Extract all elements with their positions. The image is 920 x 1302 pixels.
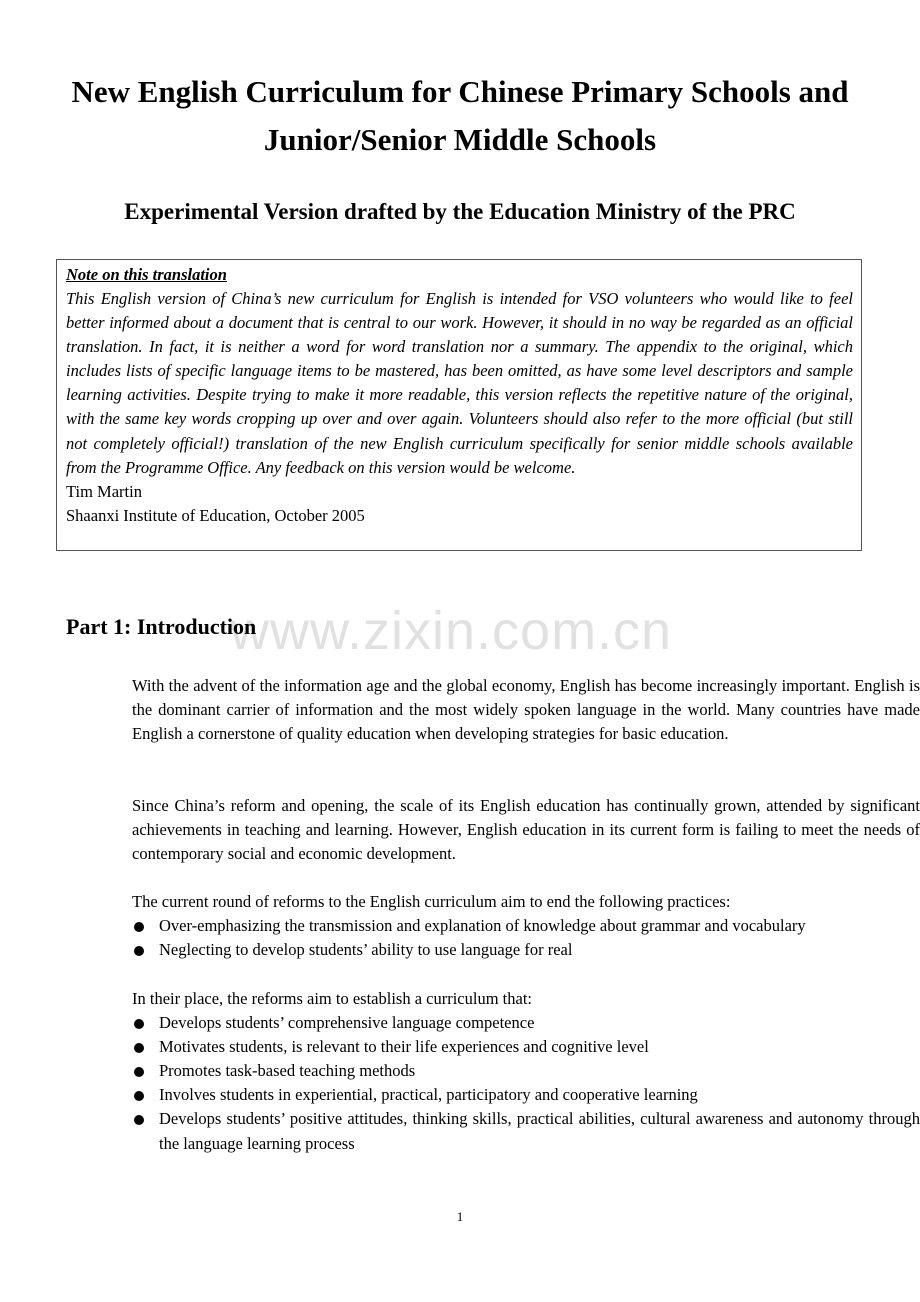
bullet-icon bbox=[134, 922, 144, 932]
bullet-icon bbox=[134, 1091, 144, 1101]
document-title bbox=[40, 68, 880, 164]
section-heading: Part 1: Introduction bbox=[66, 614, 257, 639]
intro-paragraph-3: The current round of reforms to the English curriculum aim to end the following practices: bbox=[132, 892, 731, 911]
list-item-text: Promotes task-based teaching methods bbox=[159, 1061, 416, 1081]
list-item bbox=[132, 1107, 920, 1155]
intro-paragraph-4: In their place, the reforms aim to establish a curriculum that: bbox=[132, 989, 532, 1008]
list-item-text: Involves students in experiential, practical, participatory and cooperative learning bbox=[159, 1085, 698, 1105]
list-item bbox=[132, 1011, 920, 1035]
document-subtitle: Experimental Version drafted by the Education Ministry of the PRC bbox=[124, 199, 796, 224]
bullet-icon bbox=[134, 946, 144, 956]
practices-block bbox=[132, 890, 920, 962]
note-author: Tim Martin bbox=[66, 481, 142, 501]
curriculum-aims-block bbox=[132, 987, 920, 1156]
list-item-text: Neglecting to develop students’ ability to use language for real bbox=[159, 940, 573, 960]
intro-paragraph-2: Since China’s reform and opening, the scale of its English education has continually grown, attended by significant achievements in teaching and learning. However, English education in its current form is failing to meet the needs of contemporary social and economic development. bbox=[132, 796, 920, 864]
bullet-icon bbox=[134, 1115, 144, 1125]
practices-list bbox=[132, 914, 920, 962]
list-item-text: Motivates students, is relevant to their life experiences and cognitive level bbox=[159, 1037, 649, 1057]
intro-paragraph-1: With the advent of the information age and the global economy, English has become increasingly important. English is the dominant carrier of information and the most widely spoken language in the world. Many countries have made English a cornerstone of quality education when developing strategies for basic education. bbox=[132, 676, 920, 744]
note-affiliation: Shaanxi Institute of Education, October 2005 bbox=[66, 505, 365, 525]
note-body: This English version of China’s new curriculum for English is intended for VSO volunteers who would like to feel better informed about a document that is central to our work. However, it should in no way be regarded as an official translation. In fact, it is neither a word for word translation nor a summary. The appendix to the original, which includes lists of specific language items to be mastered, has been omitted, as have some level descriptors and sample learning activities. Despite trying to make it more readable, this version reflects the repetitive nature of the original, with the same key words cropping up over and over again. Volunteers should also refer to the more official (but still not completely official!) translation of the new English curriculum specifically for senior middle schools available from the Programme Office. Any feedback on this version would be welcome. bbox=[66, 289, 853, 477]
translation-note-box bbox=[56, 259, 862, 551]
bullet-icon bbox=[134, 1043, 144, 1053]
title-line-2: Junior/Senior Middle Schools bbox=[263, 122, 657, 157]
page-number: 1 bbox=[456, 1209, 464, 1224]
bullet-icon bbox=[134, 1067, 144, 1077]
list-item bbox=[132, 1083, 920, 1107]
list-item-text: Develops students’ positive attitudes, thinking skills, practical abilities, cultural awareness and autonomy through the language learning process bbox=[159, 1109, 920, 1153]
bullet-icon bbox=[134, 1019, 144, 1029]
list-item bbox=[132, 914, 920, 938]
title-line-1: New English Curriculum for Chinese Primary Schools and bbox=[71, 74, 849, 109]
note-heading: Note on this translation bbox=[66, 265, 227, 284]
list-item bbox=[132, 1035, 920, 1059]
list-item bbox=[132, 1059, 920, 1083]
list-item bbox=[132, 938, 920, 962]
list-item-text: Over-emphasizing the transmission and explanation of knowledge about grammar and vocabulary bbox=[159, 916, 806, 936]
curriculum-aims-list bbox=[132, 1011, 920, 1156]
list-item-text: Develops students’ comprehensive language competence bbox=[159, 1013, 535, 1033]
watermark: www.zixin.com.cn bbox=[230, 601, 673, 661]
